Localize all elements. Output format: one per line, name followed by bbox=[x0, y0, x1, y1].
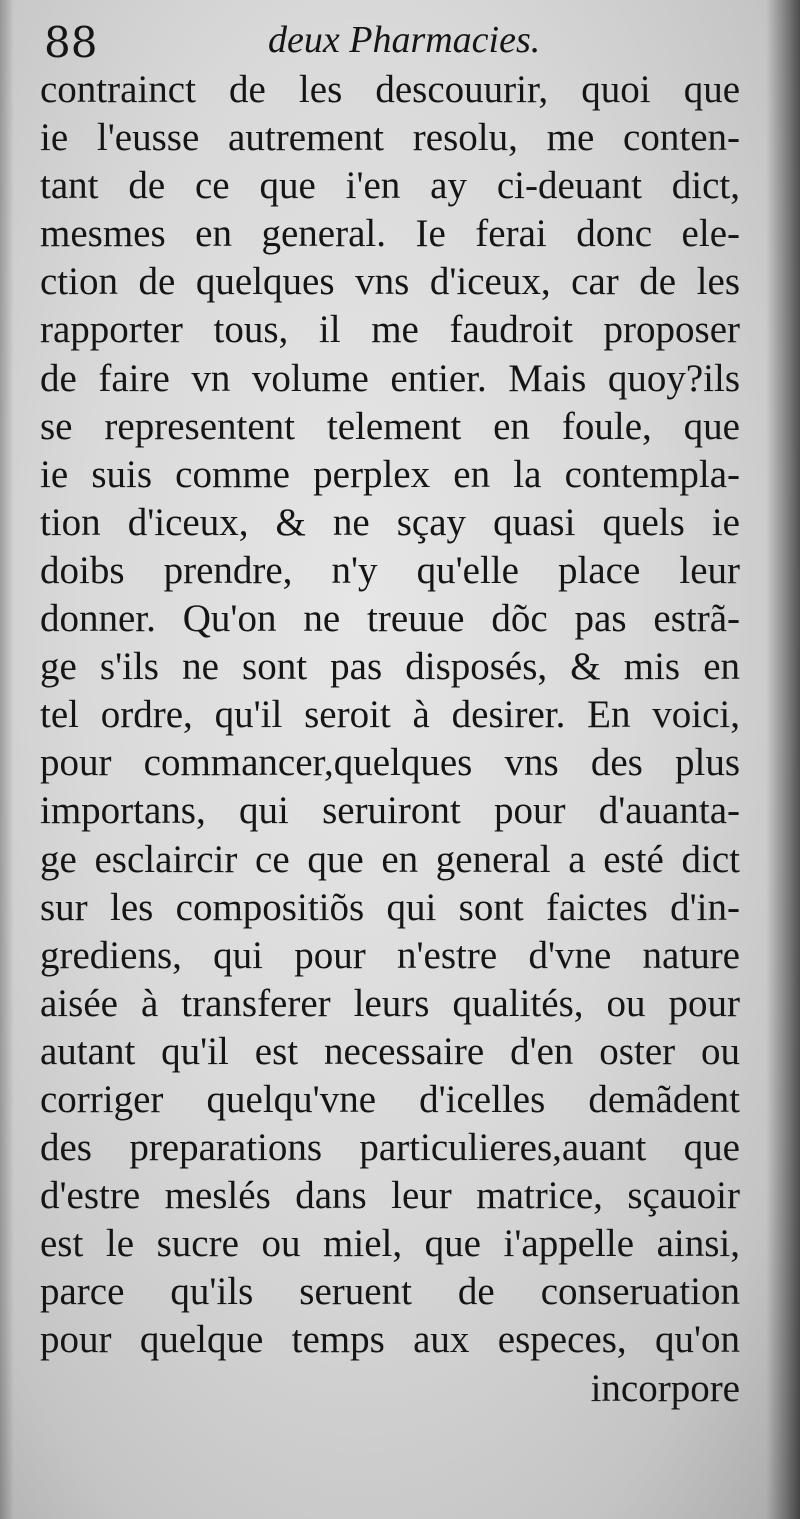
text-line: d'estre meslés dans leur matrice, sçauoir bbox=[40, 1174, 740, 1218]
text-line: tel ordre, qu'il seroit à desirer. En voici, bbox=[40, 693, 740, 737]
text-line: pour quelque temps aux especes, qu'on bbox=[40, 1318, 740, 1362]
text-line: se representent telement en foule, que bbox=[40, 404, 740, 448]
text-line: tant de ce que i'en ay ci-deuant dict, bbox=[40, 164, 740, 208]
text-line: donner. Qu'on ne treuue dõc pas estrã- bbox=[40, 597, 740, 641]
text-line: corriger quelqu'vne d'icelles demãdent bbox=[40, 1077, 740, 1121]
text-line: grediens, qui pour n'estre d'vne nature bbox=[40, 933, 740, 977]
text-line: aisée à transferer leurs qualités, ou pour bbox=[40, 981, 740, 1025]
text-line: ie suis comme perplex en la contempla- bbox=[40, 452, 740, 496]
text-line: ge s'ils ne sont pas disposés, & mis en bbox=[40, 645, 740, 689]
page-number: 88 bbox=[44, 18, 98, 67]
catchword: incorpore bbox=[590, 1366, 740, 1410]
text-line: tion d'iceux, & ne sçay quasi quels ie bbox=[40, 500, 740, 544]
text-line: rapporter tous, il me faudroit proposer bbox=[40, 308, 740, 352]
body-text bbox=[40, 66, 740, 1413]
running-title: deux Pharmacies. bbox=[268, 19, 541, 61]
page-header bbox=[44, 14, 744, 74]
text-line: de faire vn volume entier. Mais quoy?ils bbox=[40, 356, 740, 400]
text-line: ge esclaircir ce que en general a esté dict bbox=[40, 837, 740, 881]
text-line: sur les compositiõs qui sont faictes d'in- bbox=[40, 885, 740, 929]
text-line: doibs prendre, n'y qu'elle place leur bbox=[40, 548, 740, 592]
text-line: des preparations particulieres,auant que bbox=[40, 1126, 740, 1170]
text-line: importans, qui seruiront pour d'auanta- bbox=[40, 789, 740, 833]
text-line: ction de quelques vns d'iceux, car de les bbox=[40, 260, 740, 304]
text-line: ie l'eusse autrement resolu, me conten- bbox=[40, 116, 740, 160]
text-line: contrainct de les descouurir, quoi que bbox=[40, 68, 740, 111]
text-line: est le sucre ou miel, que i'appelle ainsi, bbox=[40, 1222, 740, 1266]
text-line: mesmes en general. Ie ferai donc ele- bbox=[40, 212, 740, 256]
text-line: autant qu'il est necessaire d'en oster ou bbox=[40, 1029, 740, 1073]
text-line: parce qu'ils seruent de conseruation bbox=[40, 1270, 740, 1314]
text-line: pour commancer,quelques vns des plus bbox=[40, 741, 740, 785]
